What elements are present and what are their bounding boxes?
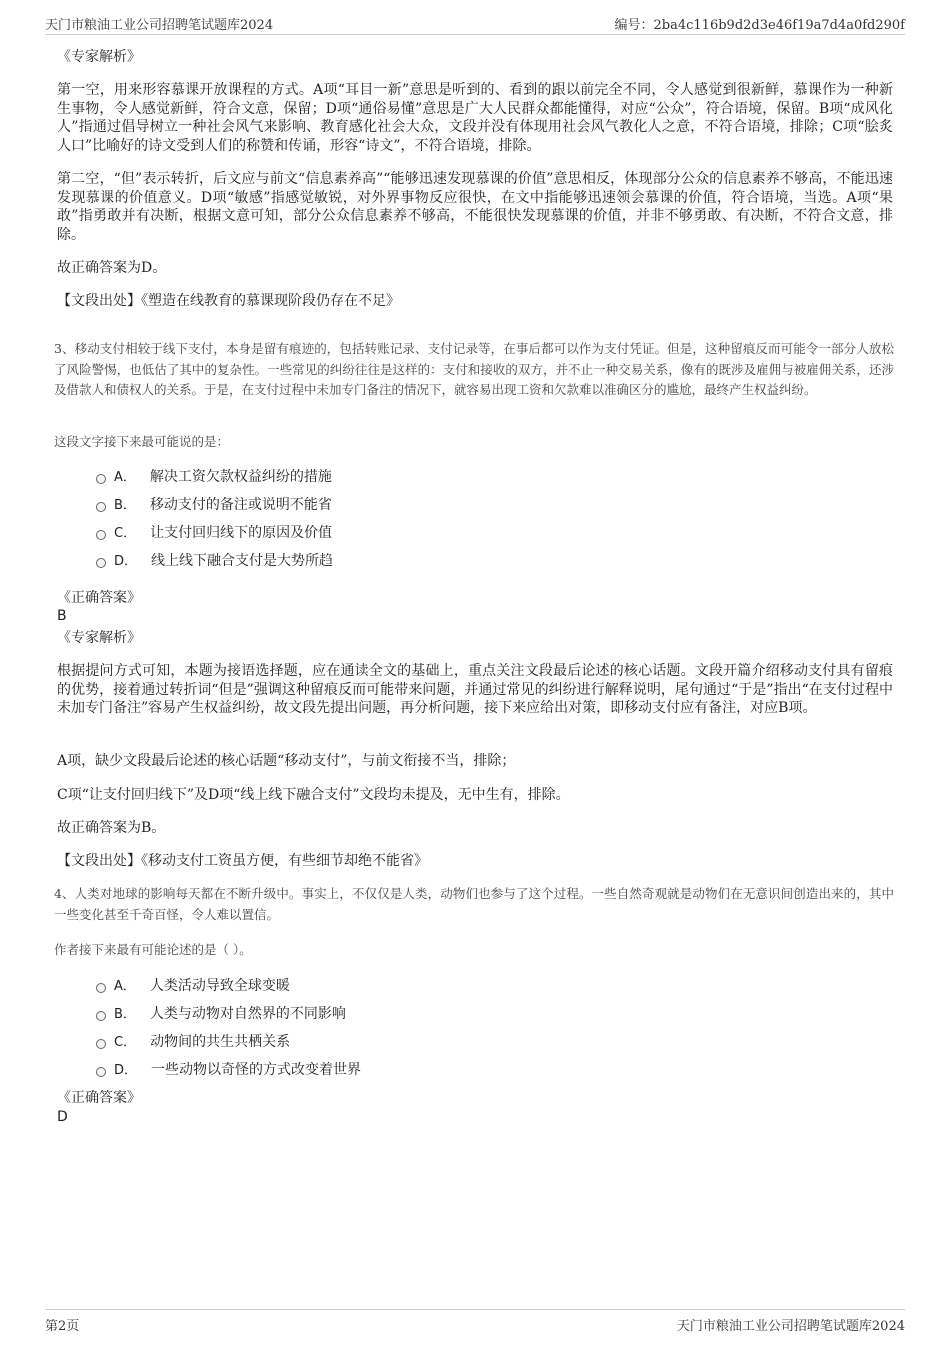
answer-label: 《正确答案》 bbox=[57, 590, 141, 606]
radio-icon[interactable] bbox=[96, 1067, 106, 1077]
radio-icon[interactable] bbox=[96, 530, 106, 540]
header-title: 天门市粮油工业公司招聘笔试题库2024 bbox=[45, 18, 274, 33]
page-number: 第2页 bbox=[45, 1319, 80, 1334]
analysis-paragraph: 第一空，用来形容慕课开放课程的方式。A项“耳目一新”意思是听到的、看到的跟以前完全不同，令人感觉到很新鲜，慕课作为一种新生事物，令人感觉新鲜，符合文意，保留；D项“通俗易懂”意思是广大人民群众都能懂得，对应“公众”，符合语境，保留。B项“成风化人”指通过倡导树立一种社会风气来影响、教育感化社会大众，文段并没有体现用社会风气教化人之意，不符合语境，排除；C项“脍炙人口”比喻好的诗文受到人们的称赞和传诵，形容“诗文”，不符合语境，排除。 bbox=[57, 82, 893, 154]
radio-icon[interactable] bbox=[96, 474, 106, 484]
radio-icon[interactable] bbox=[96, 1039, 106, 1049]
analysis-paragraph: 根据提问方式可知，本题为接语选择题，应在通读全文的基础上，重点关注文段最后论述的核心话题。文段开篇介绍移动支付具有留痕的优势，接着通过转折词“但是”强调这种留痕反而可能带来问题，并通过常见的纠纷进行解释说明，尾句通过“于是”指出“在支付过程中未加专门备注”容易产生权益纠纷，故文段先提出问题，再分析问题，接下来应给出对策，即移动支付应有备注，对应B项。 bbox=[57, 663, 893, 716]
source-citation: 【文段出处】《塑造在线教育的慕课现阶段仍存在不足》 bbox=[57, 293, 400, 309]
analysis-label: 《专家解析》 bbox=[57, 630, 141, 646]
analysis-paragraph: A项，缺少文段最后论述的核心话题“移动支付”，与前文衔接不当，排除； bbox=[57, 753, 516, 769]
option-a[interactable]: A． 解决工资欠款权益纠纷的措施 bbox=[96, 466, 332, 486]
analysis-paragraph: 第二空，“但”表示转折，后文应与前文“信息素养高”“能够迅速发现慕课的价值”意思相反，体现部分公众的信息素养不够高，不能迅速发现慕课的价值意义。D项“敏感”指感觉敏锐，对外界事物反应很快，在文中指能够迅速领会慕课的价值，符合语境，当选。A项“果敢”指勇敢并有决断，根据文意可知，部分公众信息素养不够高，不能很快发现慕课的价值，并非不够勇敢、有决断，不符合文意，排除。 bbox=[57, 171, 893, 243]
option-d[interactable]: D． 线上线下融合支付是大势所趋 bbox=[96, 550, 333, 570]
correct-answer: B bbox=[57, 608, 67, 624]
source-citation: 【文段出处】《移动支付工资虽方便，有些细节却绝不能省》 bbox=[57, 853, 428, 869]
question-prompt: 作者接下来最有可能论述的是（ ）。 bbox=[54, 942, 252, 957]
header-serial: 编号：2ba4c116b9d2d3e46f19a7d4a0fd290f bbox=[614, 18, 905, 33]
option-c[interactable]: C． 让支付回归线下的原因及价值 bbox=[96, 522, 332, 542]
answer-label: 《正确答案》 bbox=[57, 1090, 141, 1106]
page-footer bbox=[45, 1309, 905, 1334]
page-header bbox=[45, 12, 905, 35]
radio-icon[interactable] bbox=[96, 983, 106, 993]
question-prompt: 这段文字接下来最可能说的是： bbox=[54, 434, 230, 449]
option-a[interactable]: A． 人类活动导致全球变暖 bbox=[96, 975, 290, 995]
option-c[interactable]: C． 动物间的共生共栖关系 bbox=[96, 1031, 290, 1051]
analysis-label: 《专家解析》 bbox=[57, 49, 141, 65]
question-text: 4、人类对地球的影响每天都在不断升级中。事实上，不仅仅是人类，动物们也参与了这个过程。一些自然奇观就是动物们在无意识间创造出来的，其中一些变化甚至千奇百怪，令人难以置信。 bbox=[54, 886, 894, 922]
answer-conclusion: 故正确答案为B。 bbox=[57, 820, 166, 836]
answer-conclusion: 故正确答案为D。 bbox=[57, 260, 167, 276]
question-text: 3、移动支付相较于线下支付，本身是留有痕迹的，包括转账记录、支付记录等，在事后都可以作为支付凭证。但是，这种留痕反而可能令一部分人放松了风险警惕，也低估了其中的复杂性。一些常见的纠纷往往是这样的：支付和接收的双方，并不止一种交易关系，像有的既涉及雇佣与被雇佣关系，还涉及借款人和债权人的关系。于是，在支付过程中未加专门备注的情况下，就容易出现工资和欠款难以准确区分的尴尬，最终产生权益纠纷。 bbox=[54, 341, 894, 397]
analysis-paragraph: C项“让支付回归线下”及D项“线上线下融合支付”文段均未提及，无中生有，排除。 bbox=[57, 787, 570, 803]
option-b[interactable]: B． 移动支付的备注或说明不能省 bbox=[96, 494, 332, 514]
footer-title: 天门市粮油工业公司招聘笔试题库2024 bbox=[676, 1319, 905, 1334]
radio-icon[interactable] bbox=[96, 502, 106, 512]
correct-answer: D bbox=[57, 1109, 68, 1125]
option-d[interactable]: D． 一些动物以奇怪的方式改变着世界 bbox=[96, 1059, 361, 1079]
radio-icon[interactable] bbox=[96, 558, 106, 568]
option-b[interactable]: B． 人类与动物对自然界的不同影响 bbox=[96, 1003, 346, 1023]
radio-icon[interactable] bbox=[96, 1011, 106, 1021]
